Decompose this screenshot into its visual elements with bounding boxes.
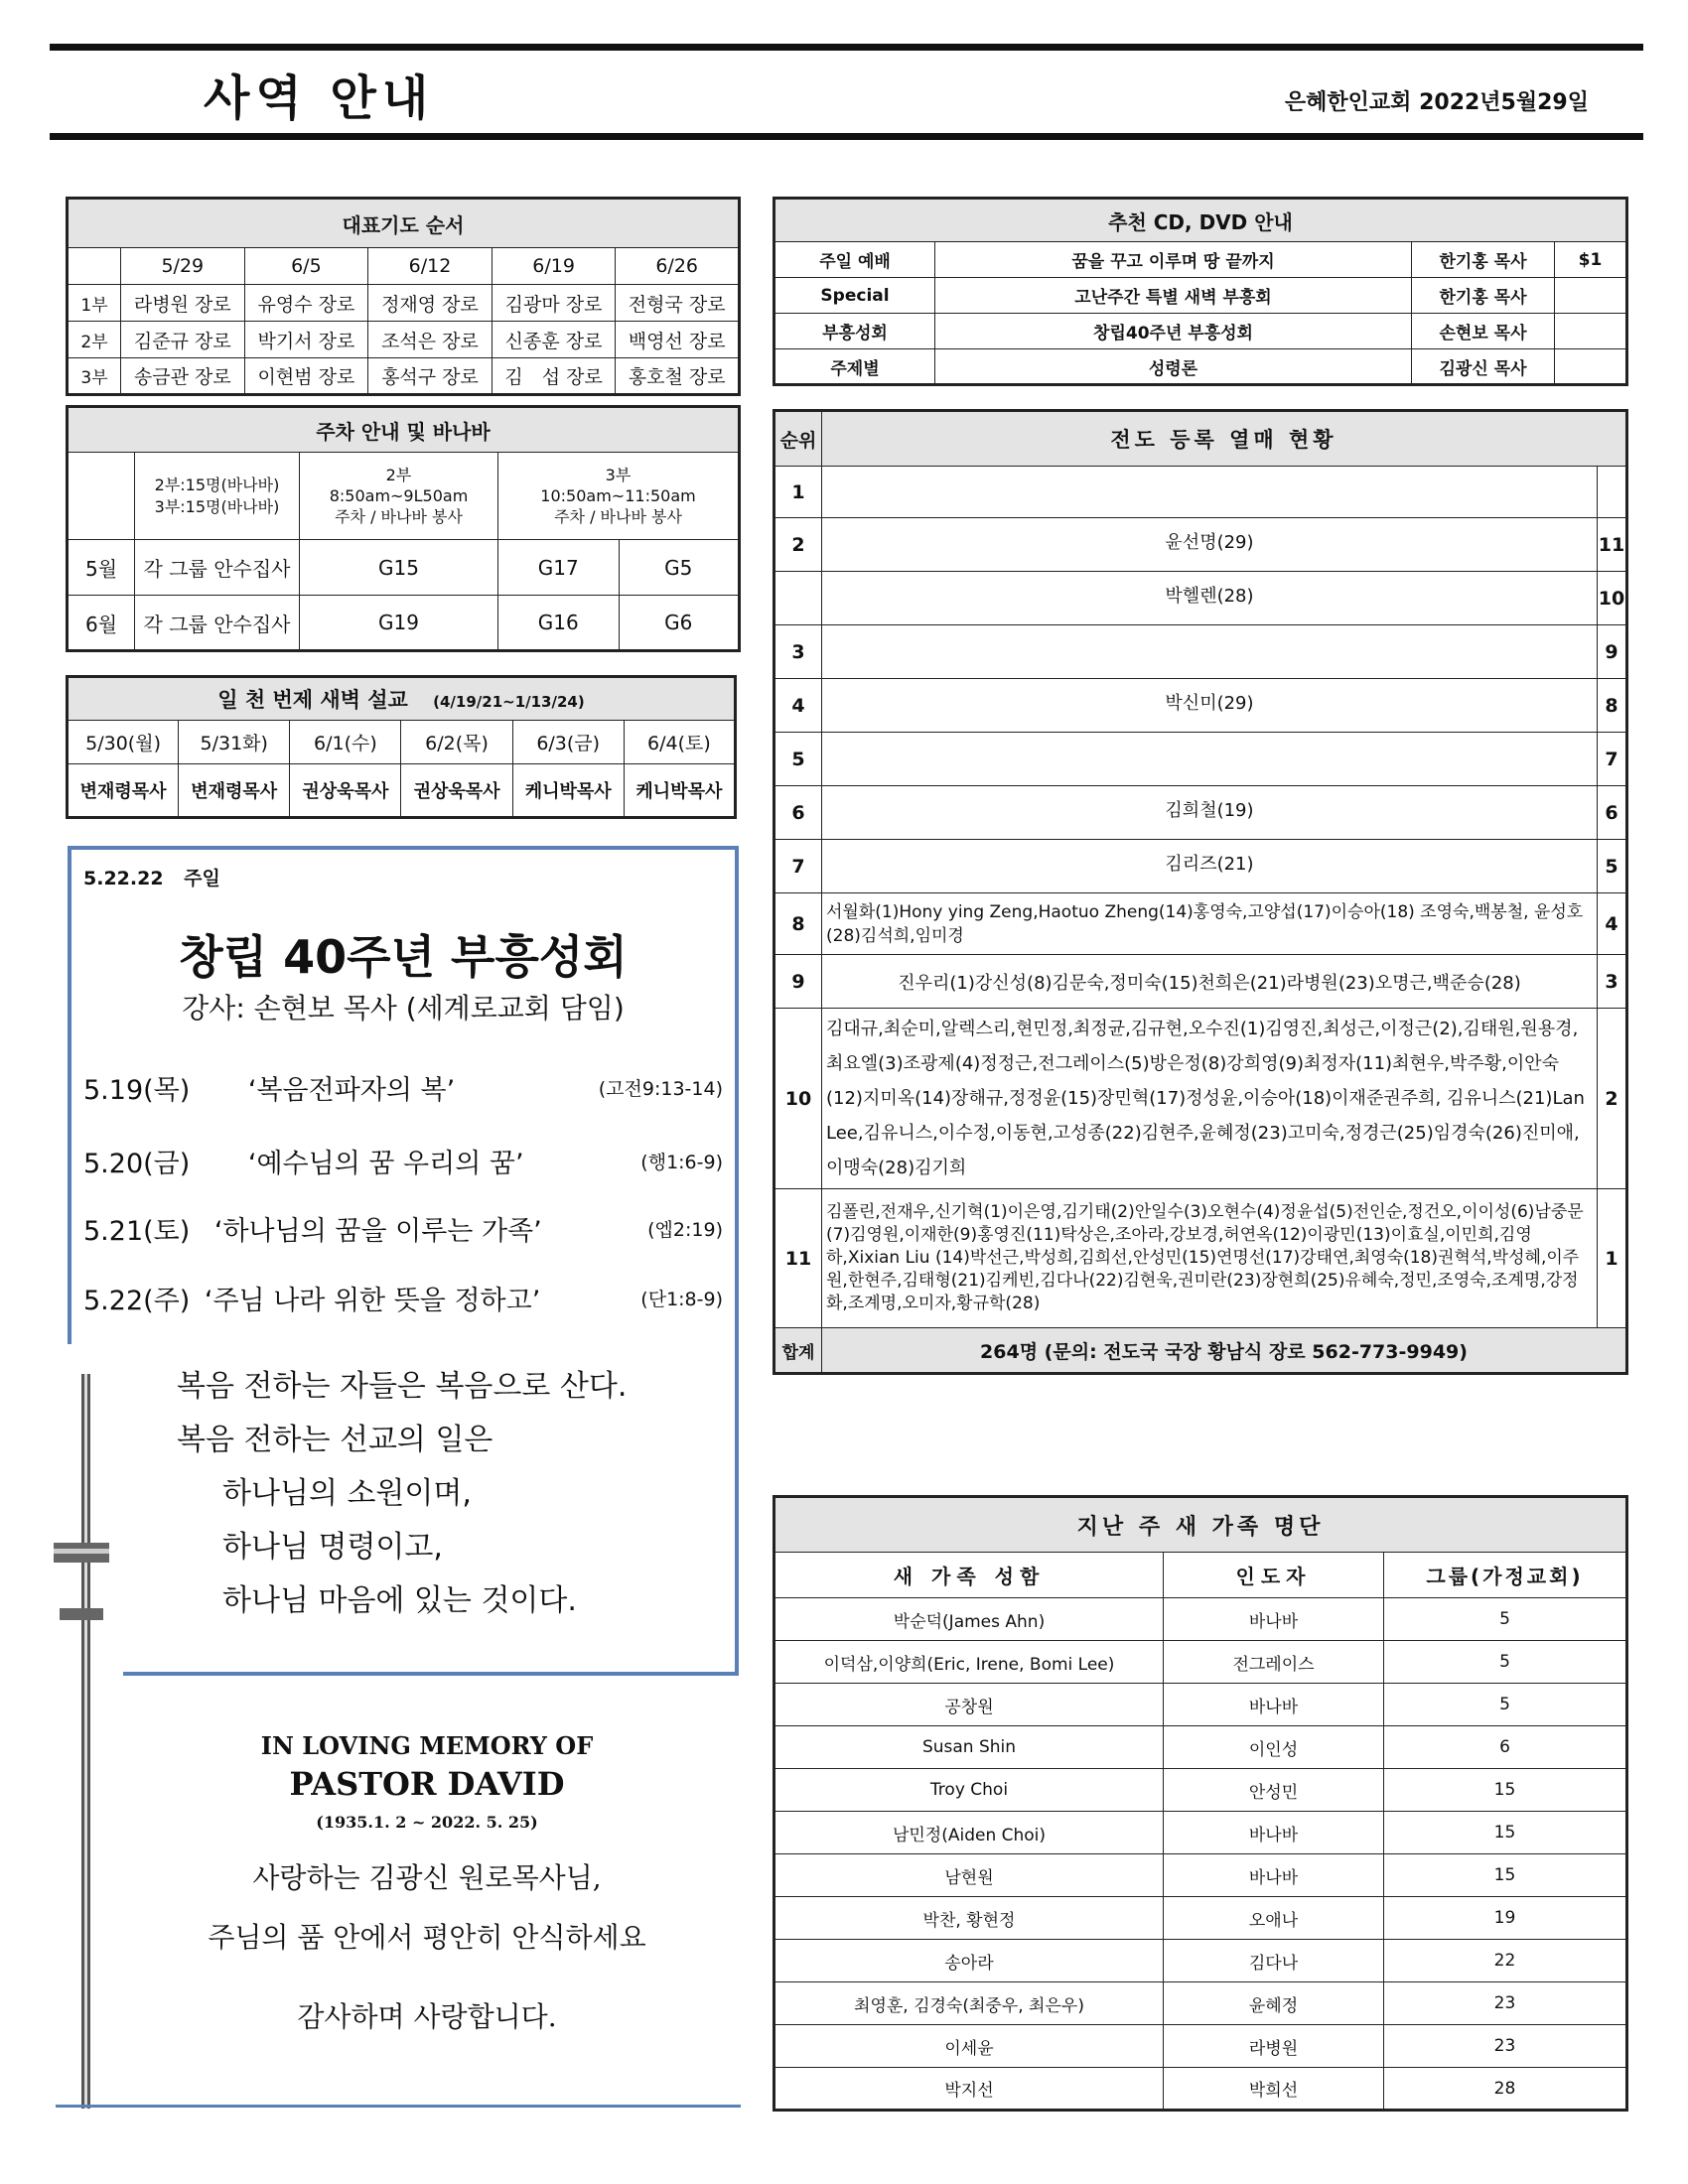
evangelism-rank: 10 — [774, 1009, 822, 1189]
memorial-line: 사랑하는 김광신 원로목사님, — [252, 1861, 602, 1894]
evangelism-row — [774, 1009, 1627, 1189]
new-family-leader: 이인성 — [1164, 1726, 1384, 1769]
revival-item — [83, 1209, 729, 1248]
evangelism-count: 6 — [1597, 786, 1626, 840]
parking-group: G5 — [619, 540, 740, 596]
revival-item — [83, 1142, 729, 1180]
media-category: 주일 예배 — [774, 242, 935, 278]
revival-frame-top — [68, 846, 739, 850]
sermon-preacher: 변재령목사 — [68, 764, 179, 818]
new-family-row — [774, 1940, 1627, 1982]
evangelism-count — [1597, 467, 1626, 518]
parking-group: G15 — [300, 540, 498, 596]
new-family-col-header: 인도자 — [1164, 1553, 1384, 1598]
revival-item-title: ‘복음전파자의 복’ — [247, 1075, 456, 1106]
revival-frame-bottom — [123, 1672, 739, 1676]
parking-service-time: 10:50am~11:50am — [540, 486, 696, 505]
prayer-row — [68, 358, 740, 395]
prayer-date: 6/5 — [244, 248, 368, 285]
new-family-group: 23 — [1384, 1982, 1627, 2025]
evangelism-count: 4 — [1597, 893, 1626, 955]
evangelism-count: 10 — [1597, 572, 1626, 625]
parking-header-row — [68, 453, 740, 540]
evangelism-rank: 1 — [774, 467, 822, 518]
new-family-name: 박순덕(James Ahn) — [774, 1598, 1164, 1641]
new-family-name: 남현원 — [774, 1854, 1164, 1897]
media-row — [774, 349, 1627, 385]
prayer-dates-row — [68, 248, 740, 285]
evangelism-rank: 4 — [774, 679, 822, 733]
memorial-name: PASTOR DAVID — [289, 1765, 565, 1803]
prayer-service: 3부 — [68, 358, 121, 395]
revival-item-title: ‘주님 나라 위한 뜻을 정하고’ — [204, 1286, 541, 1316]
sermon-preacher: 케니박목사 — [512, 764, 624, 818]
new-family-row — [774, 1641, 1627, 1684]
evangelism-row — [774, 786, 1627, 840]
memorial-line: IN LOVING MEMORY OF — [260, 1731, 594, 1760]
parking-service-duty: 주차 / 바나바 봉사 — [335, 507, 463, 526]
evangelism-row — [774, 733, 1627, 786]
parking-row — [68, 596, 740, 651]
sermon-days-row — [68, 721, 736, 764]
media-item-title: 성령론 — [935, 349, 1412, 385]
revival-date: 5.22.22 — [83, 868, 164, 889]
evangelism-names — [822, 733, 1598, 786]
new-family-row — [774, 1812, 1627, 1854]
evangelism-rank: 8 — [774, 893, 822, 955]
evangelism-count: 1 — [1597, 1189, 1626, 1328]
media-pastor: 한기홍 목사 — [1412, 278, 1555, 314]
evangelism-rank: 5 — [774, 733, 822, 786]
new-family-name: 박지선 — [774, 2068, 1164, 2111]
prayer-leader: 김 섭 장로 — [492, 358, 616, 395]
sermon-day: 6/1(수) — [290, 721, 401, 764]
revival-item-date: 5.21(토) — [83, 1216, 191, 1247]
revival-item-ref: (고전9:13-14) — [598, 1078, 723, 1100]
evangelism-names: 김폴린,전재우,신기혁(1)이은영,김기태(2)안일수(3)오현수(4)정윤섭(5)전인순,정건오,이이성(6)남중문(7)김영원,이재한(9)홍영진(11)탁상은,조아라,강보경,허연옥(12)이광민(13)이효실,이민희,김영하,Xixian Liu (14)박선근,박성희,김희선,안성민(15)연명선(17)강태연,최영숙(18)권혁석,박성혜,이주원,한현주,김태형(21)김케빈,김다나(22)김현욱,권미란(23)장현희(25)유혜숙,정민,조영숙,조계명,강정화,조계명,오미자,황규학(28) — [822, 1189, 1598, 1328]
prayer-service: 1부 — [68, 285, 121, 322]
sermon-preachers-row — [68, 764, 736, 818]
new-family-leader: 윤혜정 — [1164, 1982, 1384, 2025]
media-pastor: 손현보 목사 — [1412, 314, 1555, 349]
new-family-leader: 바나바 — [1164, 1854, 1384, 1897]
parking-month: 5월 — [68, 540, 135, 596]
prayer-leader: 조석은 장로 — [368, 322, 492, 358]
media-pastor: 김광신 목사 — [1412, 349, 1555, 385]
quote-line: 복음 전하는 자들은 복음으로 산다. — [177, 1369, 628, 1404]
prayer-date: 6/26 — [616, 248, 740, 285]
evangelism-count: 7 — [1597, 733, 1626, 786]
sermon-day: 6/4(토) — [624, 721, 735, 764]
memorial-dates: (1935.1. 2 ~ 2022. 5. 25) — [316, 1813, 538, 1832]
new-family-group: 15 — [1384, 1812, 1627, 1854]
prayer-leader: 김광마 장로 — [492, 285, 616, 322]
prayer-row — [68, 322, 740, 358]
media-row — [774, 314, 1627, 349]
evangelism-rank: 9 — [774, 955, 822, 1009]
prayer-service: 2부 — [68, 322, 121, 358]
quote-line: 복음 전하는 선교의 일은 — [177, 1423, 493, 1457]
evangelism-row — [774, 955, 1627, 1009]
revival-item-date: 5.22(주) — [83, 1286, 191, 1316]
new-family-header-row — [774, 1553, 1627, 1598]
new-family-col-header: 그룹(가정교회) — [1384, 1553, 1627, 1598]
evangelism-count: 5 — [1597, 840, 1626, 893]
evangelism-rank: 11 — [774, 1189, 822, 1328]
media-category: 부흥성회 — [774, 314, 935, 349]
media-row — [774, 278, 1627, 314]
revival-item-ref: (단1:8-9) — [640, 1289, 723, 1310]
new-family-leader: 박희선 — [1164, 2068, 1384, 2111]
evangelism-row — [774, 518, 1627, 572]
new-family-table — [773, 1495, 1628, 2112]
evangelism-names: 김대규,최순미,알렉스리,현민정,최정균,김규현,오수진(1)김영진,최성근,이정근(2),김태원,원용경,최요엘(3)조광제(4)정정근,전그레이스(5)방은정(8)강희영(9)최정자(11)최현우,박주황,이안숙(12)지미옥(14)장해규,정정윤(15)장민혁(17)정성윤,이승아(18)이재준권주희, 김유니스(21)Lan Lee,김유니스,이수정,이동현,고성종(22)김현주,윤혜정(23)고미숙,정경근(25)임경숙(26)진미애,이맹숙(28)김기희 — [822, 1009, 1598, 1189]
revival-item-title: ‘예수님의 꿈 우리의 꿈’ — [247, 1149, 524, 1179]
sermon-day: 6/2(목) — [401, 721, 512, 764]
evangelism-names: 박신미(29) — [822, 679, 1598, 733]
new-family-row — [774, 1726, 1627, 1769]
new-family-group: 15 — [1384, 1769, 1627, 1812]
new-family-group: 15 — [1384, 1854, 1627, 1897]
church-date: 은혜한인교회 2022년5월29일 — [1284, 90, 1589, 115]
quote-line: 하나님의 소원이며, — [222, 1476, 472, 1511]
new-family-name: 이세윤 — [774, 2025, 1164, 2068]
evangelism-row — [774, 679, 1627, 733]
evangelism-names: 박헬렌(28) — [822, 572, 1598, 625]
prayer-leader: 홍석구 장로 — [368, 358, 492, 395]
page-title: 사역 안내 — [204, 70, 435, 126]
evangelism-names: 서월화(1)Hony ying Zeng,Haotuo Zheng(14)홍영숙,고양섭(17)이승아(18) 조영숙,백봉철, 윤성호(28)김석희,임미경 — [822, 893, 1598, 955]
new-family-leader: 라병원 — [1164, 2025, 1384, 2068]
sermon-preacher: 변재령목사 — [179, 764, 290, 818]
new-family-name: 박찬, 황현정 — [774, 1897, 1164, 1940]
evangelism-rank: 3 — [774, 625, 822, 679]
new-family-leader: 김다나 — [1164, 1940, 1384, 1982]
prayer-leader: 송금관 장로 — [121, 358, 245, 395]
new-family-group: 6 — [1384, 1726, 1627, 1769]
revival-speaker: 강사: 손현보 목사 (세계로교회 담임) — [182, 992, 625, 1024]
media-category: 주제별 — [774, 349, 935, 385]
parking-title: 주차 안내 및 바나바 — [68, 407, 740, 453]
prayer-leader: 전형국 장로 — [616, 285, 740, 322]
new-family-row — [774, 2068, 1627, 2111]
parking-service-time: 8:50am~9L50am — [329, 486, 469, 505]
evangelism-title: 전도 등록 열매 현황 — [822, 411, 1627, 467]
evangelism-count: 2 — [1597, 1009, 1626, 1189]
parking-month: 6월 — [68, 596, 135, 651]
evangelism-names: 윤선명(29) — [822, 518, 1598, 572]
parking-note-line: 2부:15명(바나바) — [154, 475, 280, 494]
evangelism-rank: 7 — [774, 840, 822, 893]
new-family-leader: 오애나 — [1164, 1897, 1384, 1940]
prayer-date: 6/19 — [492, 248, 616, 285]
prayer-date: 5/29 — [121, 248, 245, 285]
sermon-day: 6/3(금) — [512, 721, 624, 764]
new-family-leader: 바나바 — [1164, 1812, 1384, 1854]
new-family-leader: 전그레이스 — [1164, 1641, 1384, 1684]
parking-service-label: 3부 — [605, 466, 632, 484]
revival-item — [83, 1279, 729, 1317]
new-family-row — [774, 1897, 1627, 1940]
new-family-row — [774, 1598, 1627, 1641]
new-family-title: 지난 주 새 가족 명단 — [774, 1497, 1627, 1553]
media-price — [1555, 349, 1627, 385]
prayer-leader: 신종훈 장로 — [492, 322, 616, 358]
parking-desc: 각 그룹 안수집사 — [135, 540, 300, 596]
evangelism-names: 김희철(19) — [822, 786, 1598, 840]
media-pastor: 한기홍 목사 — [1412, 242, 1555, 278]
revival-item-ref: (행1:6-9) — [640, 1152, 723, 1173]
media-price — [1555, 314, 1627, 349]
new-family-group: 22 — [1384, 1940, 1627, 1982]
evangelism-row — [774, 467, 1627, 518]
parking-row — [68, 540, 740, 596]
media-item-title: 창립40주년 부흥성회 — [935, 314, 1412, 349]
sermon-table — [66, 675, 737, 819]
revival-quote — [177, 1360, 627, 1628]
new-family-name: Susan Shin — [774, 1726, 1164, 1769]
parking-service-label: 2부 — [385, 466, 412, 484]
total-label: 합계 — [774, 1328, 822, 1374]
prayer-leader: 이현범 장로 — [244, 358, 368, 395]
memorial-line: 감사하며 사랑합니다. — [297, 2000, 557, 2033]
revival-item-date: 5.20(금) — [83, 1149, 191, 1179]
new-family-group: 5 — [1384, 1641, 1627, 1684]
prayer-leader: 백영선 장로 — [616, 322, 740, 358]
new-family-name: 공창원 — [774, 1684, 1164, 1726]
evangelism-count: 3 — [1597, 955, 1626, 1009]
total-text: 264명 (문의: 전도국 국장 황남식 장로 562-773-9949) — [822, 1328, 1627, 1374]
evangelism-row — [774, 572, 1627, 625]
prayer-row — [68, 285, 740, 322]
parking-group: G19 — [300, 596, 498, 651]
new-family-group: 23 — [1384, 2025, 1627, 2068]
media-table — [773, 197, 1628, 386]
evangelism-names: 진우리(1)강신성(8)김문숙,정미숙(15)천희은(21)라병원(23)오명근,백준승(28) — [822, 955, 1598, 1009]
evangelism-rank: 2 — [774, 518, 822, 572]
evangelism-names: 김리즈(21) — [822, 840, 1598, 893]
media-price — [1555, 278, 1627, 314]
sermon-day: 5/31화) — [179, 721, 290, 764]
new-family-row — [774, 1982, 1627, 2025]
new-family-leader: 바나바 — [1164, 1684, 1384, 1726]
media-title: 추천 CD, DVD 안내 — [774, 199, 1627, 242]
evangelism-rank: 6 — [774, 786, 822, 840]
prayer-date: 6/12 — [368, 248, 492, 285]
evangelism-row — [774, 1189, 1627, 1328]
evangelism-row — [774, 893, 1627, 955]
prayer-leader: 박기서 장로 — [244, 322, 368, 358]
revival-item-ref: (엡2:19) — [647, 1219, 723, 1241]
evangelism-rank — [774, 572, 822, 625]
prayer-leader: 유영수 장로 — [244, 285, 368, 322]
revival-frame-right — [735, 846, 739, 1676]
prayer-leader: 김준규 장로 — [121, 322, 245, 358]
media-item-title: 고난주간 특별 새벽 부흥회 — [935, 278, 1412, 314]
evangelism-names — [822, 467, 1598, 518]
new-family-row — [774, 1769, 1627, 1812]
sermon-title: 일 천 번제 새벽 설교 — [217, 688, 408, 712]
sermon-preacher: 케니박목사 — [624, 764, 735, 818]
header-bottom-rule — [50, 133, 1643, 140]
evangelism-total-row — [774, 1328, 1627, 1374]
revival-item-date: 5.19(목) — [83, 1075, 191, 1106]
prayer-leader: 정재영 장로 — [368, 285, 492, 322]
new-family-leader: 바나바 — [1164, 1598, 1384, 1641]
sermon-range: (4/19/21~1/13/24) — [433, 693, 585, 711]
new-family-row — [774, 2025, 1627, 2068]
revival-item — [83, 1068, 729, 1107]
new-family-name: 이덕삼,이양희(Eric, Irene, Bomi Lee) — [774, 1641, 1164, 1684]
prayer-table — [66, 197, 741, 396]
sermon-preacher: 권상욱목사 — [401, 764, 512, 818]
prayer-title: 대표기도 순서 — [68, 199, 740, 248]
revival-day: 주일 — [184, 868, 220, 889]
rank-header: 순위 — [774, 411, 822, 467]
new-family-row — [774, 1684, 1627, 1726]
media-price: $1 — [1555, 242, 1627, 278]
evangelism-count: 11 — [1597, 518, 1626, 572]
header-top-rule — [50, 44, 1643, 51]
prayer-leader: 홍호철 장로 — [616, 358, 740, 395]
new-family-group: 5 — [1384, 1598, 1627, 1641]
evangelism-table — [773, 409, 1628, 1375]
new-family-name: Troy Choi — [774, 1769, 1164, 1812]
media-row — [774, 242, 1627, 278]
sermon-preacher: 권상욱목사 — [290, 764, 401, 818]
new-family-col-header: 새 가족 성함 — [774, 1553, 1164, 1598]
parking-table — [66, 405, 741, 652]
prayer-leader: 라병원 장로 — [121, 285, 245, 322]
revival-headline: 창립 40주년 부흥성회 — [179, 930, 628, 984]
parking-desc: 각 그룹 안수집사 — [135, 596, 300, 651]
new-family-group: 19 — [1384, 1897, 1627, 1940]
quote-line: 하나님 명령이고, — [222, 1530, 443, 1565]
sermon-day: 5/30(월) — [68, 721, 179, 764]
media-item-title: 꿈을 꾸고 이루며 땅 끝까지 — [935, 242, 1412, 278]
parking-group: G6 — [619, 596, 740, 651]
evangelism-names — [822, 625, 1598, 679]
new-family-name: 송아라 — [774, 1940, 1164, 1982]
memorial-line: 주님의 품 안에서 평안히 안식하세요 — [208, 1921, 646, 1954]
parking-group: G17 — [498, 540, 620, 596]
parking-note-line: 3부:15명(바나바) — [154, 496, 280, 516]
new-family-name: 남민정(Aiden Choi) — [774, 1812, 1164, 1854]
evangelism-row — [774, 625, 1627, 679]
new-family-row — [774, 1854, 1627, 1897]
parking-group: G16 — [498, 596, 620, 651]
media-category: Special — [774, 278, 935, 314]
cross-image — [52, 1374, 111, 2109]
new-family-group: 5 — [1384, 1684, 1627, 1726]
new-family-group: 28 — [1384, 2068, 1627, 2111]
memorial-rule — [56, 2105, 741, 2108]
evangelism-count: 8 — [1597, 679, 1626, 733]
new-family-leader: 안성민 — [1164, 1769, 1384, 1812]
quote-line: 하나님 마음에 있는 것이다. — [222, 1583, 577, 1618]
revival-item-title: ‘하나님의 꿈을 이루는 가족’ — [213, 1216, 542, 1247]
new-family-name: 최영훈, 김경숙(최중우, 최은우) — [774, 1982, 1164, 2025]
parking-service-duty: 주차 / 바나바 봉사 — [554, 507, 682, 526]
evangelism-count: 9 — [1597, 625, 1626, 679]
evangelism-row — [774, 840, 1627, 893]
